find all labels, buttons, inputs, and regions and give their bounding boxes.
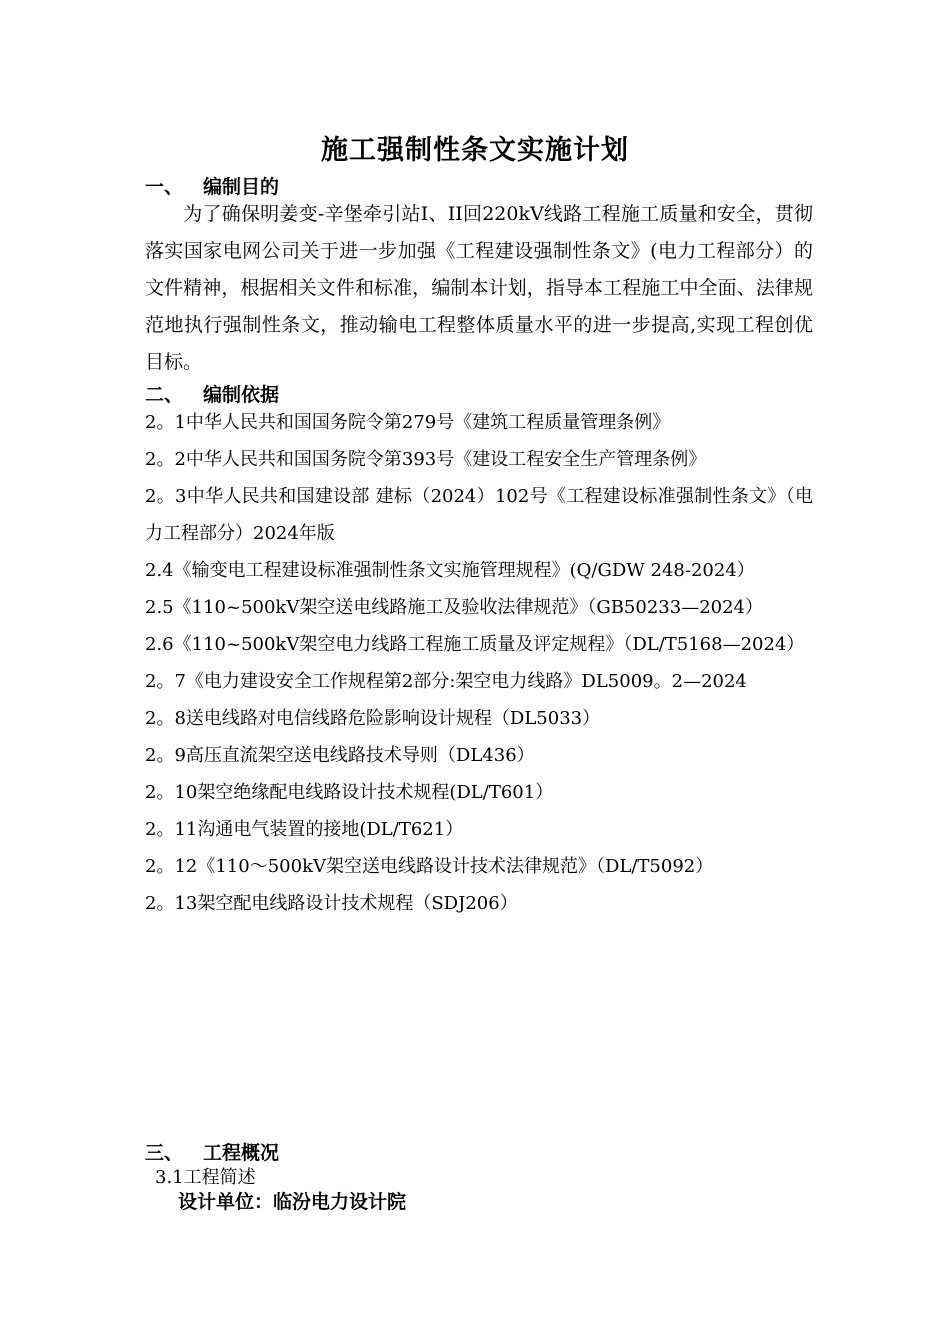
reference-item: 2。9高压直流架空送电线路技术导则（DL436）: [145, 745, 535, 766]
reference-item: 2.5《110~500kV架空送电线路施工及验收法律规范》（GB50233—2024）: [145, 597, 764, 618]
purpose-text: 为了确保明姜变-辛堡牵引站I、II回220kV线路工程施工质量和安全，贯彻落实国家电网公司关于进一步加强《工程建设强制性条文》(电力工程部分）的文件精神，根据相关文件和标准，编制本计划，指导本工程施工中全面、法律规范地执行强制性条文，推动输电工程整体质量水平的进一步提高,实现工程创优目标。: [145, 203, 813, 373]
reference-item: 2.6《110~500kV架空电力线路工程施工质量及评定规程》（DL/T5168—2024）: [145, 634, 805, 655]
reference-item: 2。3中华人民共和国建设部 建标（2024）102号《工程建设标准强制性条文》（电力工程部分）2024年版: [145, 486, 813, 544]
reference-item: 2。11沟通电气装置的接地(DL/T621）: [145, 819, 464, 840]
section-title: 编制目的: [203, 176, 280, 198]
reference-item: 2。8送电线路对电信线路危险影响设计规程（DL5033）: [145, 708, 601, 729]
subsection-project-summary: 3.1工程简述: [155, 1167, 256, 1188]
section-number: 三、: [145, 1142, 184, 1164]
design-unit-line: 设计单位：临汾电力设计院: [178, 1191, 407, 1213]
reference-item: 2。13架空配电线路设计技术规程（SDJ206）: [145, 893, 518, 914]
section-number: 一、: [145, 176, 184, 198]
document-title: 施工强制性条文实施计划: [321, 135, 629, 166]
reference-item: 2。10架空绝缘配电线路设计技术规程(DL/T601）: [145, 782, 554, 803]
reference-item: 2。12《110～500kV架空送电线路设计技术法律规范》（DL/T5092）: [145, 856, 714, 877]
purpose-paragraph: [145, 196, 813, 381]
reference-item: 2。7《电力建设安全工作规程第2部分:架空电力线路》DL5009。2—2024: [145, 671, 747, 692]
section-title: 编制依据: [203, 384, 280, 406]
reference-item: 2.4《输变电工程建设标准强制性条文实施管理规程》(Q/GDW 248-2024）: [145, 560, 755, 581]
section-number: 二、: [145, 384, 184, 406]
section-heading-overview: [145, 1140, 279, 1166]
section-title: 工程概况: [203, 1142, 280, 1164]
reference-item: 2。1中华人民共和国国务院令第279号《建筑工程质量管理条例》: [145, 412, 671, 433]
reference-item: 2。2中华人民共和国国务院令第393号《建设工程安全生产管理条例》: [145, 449, 707, 470]
reference-list: [145, 404, 813, 922]
